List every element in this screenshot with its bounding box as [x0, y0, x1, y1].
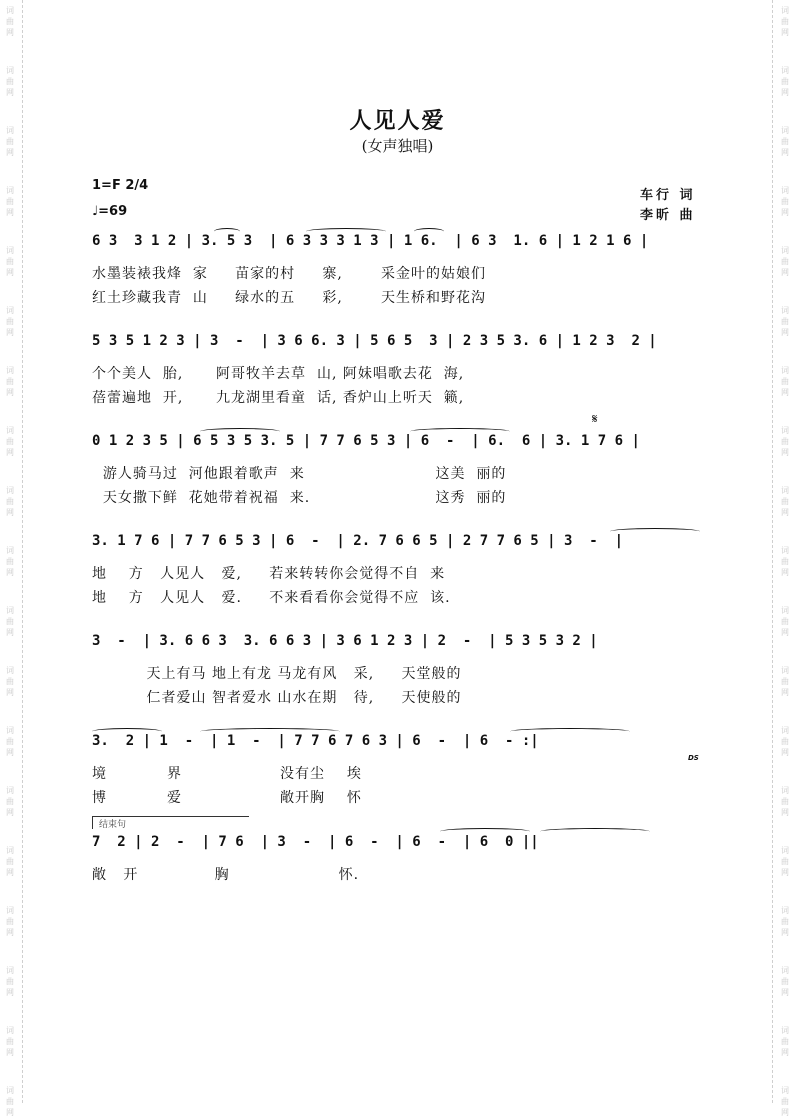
watermark-char: 曲: [781, 797, 789, 806]
watermark-char: 网: [781, 28, 789, 37]
watermark-char: 词: [6, 306, 14, 315]
watermark-char: 词: [6, 1086, 14, 1095]
right-watermark-strip: [779, 0, 791, 1117]
watermark-char: 词: [6, 366, 14, 375]
slur-mark: [306, 228, 386, 235]
slur-mark: [540, 828, 650, 835]
watermark-char: 词: [6, 606, 14, 615]
watermark-char: 网: [781, 448, 789, 457]
watermark-char: 词: [6, 966, 14, 975]
watermark-char: 网: [781, 868, 789, 877]
notation-line: 6 3 3 1 2 | 3. 5 3 | 6 3 3 3 1 3 | 1 6. | 6 3 1. 6 | 1 2 1 6 |: [92, 233, 649, 249]
watermark-char: 网: [781, 388, 789, 397]
lyric-verse-1: 敞 开 胸 怀.: [92, 867, 360, 883]
watermark-char: 词: [781, 666, 789, 675]
watermark-char: 词: [781, 186, 789, 195]
watermark-char: 词: [781, 786, 789, 795]
watermark-char: 曲: [781, 377, 789, 386]
watermark-char: 曲: [6, 17, 14, 26]
watermark-char: 曲: [6, 737, 14, 746]
watermark-char: 曲: [781, 17, 789, 26]
right-border-line: [772, 0, 773, 1103]
watermark-char: 词: [781, 906, 789, 915]
watermark-char: 网: [781, 88, 789, 97]
watermark-char: 曲: [781, 437, 789, 446]
slur-mark: [414, 228, 444, 235]
left-watermark-strip: [4, 0, 16, 1117]
watermark-char: 曲: [781, 857, 789, 866]
watermark-char: 词: [781, 246, 789, 255]
slur-mark: [610, 528, 700, 535]
watermark-char: 曲: [6, 917, 14, 926]
watermark-char: 词: [6, 846, 14, 855]
slur-mark: [92, 728, 162, 735]
watermark-char: 词: [781, 426, 789, 435]
song-title: 人见人爱: [349, 108, 446, 134]
lyric-verse-2: 仁者爱山 智者爱水 山水在期 待, 天使般的: [92, 690, 462, 706]
slur-mark: [214, 228, 240, 235]
notation-line: 7 2 | 2 - | 7 6 | 3 - | 6 - | 6 - | 6 0 ||: [92, 834, 539, 850]
watermark-char: 网: [6, 688, 14, 697]
slur-mark: [200, 728, 340, 735]
watermark-char: 曲: [6, 497, 14, 506]
watermark-char: 网: [781, 748, 789, 757]
watermark-char: 网: [781, 928, 789, 937]
watermark-char: 词: [6, 486, 14, 495]
watermark-char: 网: [6, 748, 14, 757]
watermark-char: 网: [6, 88, 14, 97]
watermark-char: 网: [6, 928, 14, 937]
watermark-char: 曲: [6, 1097, 14, 1106]
watermark-char: 词: [781, 306, 789, 315]
watermark-char: 网: [781, 508, 789, 517]
watermark-char: 曲: [6, 377, 14, 386]
watermark-char: 词: [781, 606, 789, 615]
notation-line: 5 3 5 1 2 3 | 3 - | 3 6 6. 3 | 5 6 5 3 | 2 3 5 3. 6 | 1 2 3 2 |: [92, 333, 657, 349]
watermark-char: 词: [781, 1086, 789, 1095]
watermark-char: 词: [6, 666, 14, 675]
slur-mark: [200, 428, 280, 435]
watermark-char: 词: [781, 6, 789, 15]
watermark-char: 曲: [6, 77, 14, 86]
watermark-char: 网: [6, 1108, 14, 1117]
segno-icon: 𝄋: [592, 412, 598, 427]
watermark-char: 网: [781, 568, 789, 577]
slur-mark: [410, 428, 510, 435]
lyric-verse-1: 游人骑马过 河他跟着歌声 来 这美 丽的: [92, 466, 507, 482]
watermark-char: 词: [6, 66, 14, 75]
watermark-char: 曲: [781, 497, 789, 506]
watermark-char: 曲: [781, 917, 789, 926]
watermark-char: 词: [781, 966, 789, 975]
watermark-char: 曲: [781, 617, 789, 626]
watermark-char: 曲: [781, 77, 789, 86]
watermark-char: 网: [781, 988, 789, 997]
watermark-char: 网: [781, 1108, 789, 1117]
watermark-char: 曲: [6, 437, 14, 446]
watermark-char: 曲: [6, 677, 14, 686]
notation-line: 3. 2 | 1 - | 1 - | 7 7 6 7 6 3 | 6 - | 6 - :|: [92, 733, 539, 749]
watermark-char: 词: [6, 786, 14, 795]
ending-label: 结束句: [99, 820, 127, 830]
watermark-char: 曲: [6, 257, 14, 266]
watermark-char: 曲: [6, 797, 14, 806]
watermark-char: 网: [781, 268, 789, 277]
watermark-char: 曲: [781, 1037, 789, 1046]
watermark-char: 曲: [6, 857, 14, 866]
key-signature: 1=F 2/4: [92, 178, 149, 193]
watermark-char: 网: [781, 808, 789, 817]
lyric-verse-1: 水墨装裱我烽 家 苗家的村 寨, 采金叶的姑娘们: [92, 266, 487, 282]
lyric-verse-2: 红土珍藏我青 山 绿水的五 彩, 天生桥和野花沟: [92, 290, 487, 306]
watermark-char: 曲: [6, 557, 14, 566]
watermark-char: 曲: [6, 317, 14, 326]
watermark-char: 网: [6, 628, 14, 637]
watermark-char: 网: [6, 1048, 14, 1057]
watermark-char: 曲: [6, 977, 14, 986]
watermark-char: 词: [781, 366, 789, 375]
watermark-char: 曲: [781, 137, 789, 146]
watermark-char: 曲: [781, 557, 789, 566]
notation-line: 0 1 2 3 5 | 6 5 3 5 3. 5 | 7 7 6 5 3 | 6 - | 6. 6 | 3. 1 7 6 |: [92, 433, 640, 449]
tempo-marking: ♩=69: [92, 204, 128, 219]
watermark-char: 网: [6, 328, 14, 337]
watermark-char: 词: [781, 726, 789, 735]
watermark-char: 曲: [781, 977, 789, 986]
watermark-char: 网: [6, 268, 14, 277]
composer-credit: 李昕 曲: [640, 208, 696, 223]
watermark-char: 词: [6, 126, 14, 135]
watermark-char: 曲: [781, 257, 789, 266]
watermark-char: 词: [6, 6, 14, 15]
watermark-char: 词: [6, 426, 14, 435]
slur-mark: [440, 828, 530, 835]
watermark-char: 曲: [6, 137, 14, 146]
watermark-char: 网: [6, 568, 14, 577]
watermark-char: 网: [6, 208, 14, 217]
watermark-char: 网: [781, 208, 789, 217]
watermark-char: 词: [6, 726, 14, 735]
watermark-char: 词: [781, 66, 789, 75]
watermark-char: 网: [6, 868, 14, 877]
watermark-char: 网: [6, 148, 14, 157]
watermark-char: 曲: [781, 197, 789, 206]
ending-bracket: [92, 816, 249, 829]
watermark-char: 词: [781, 486, 789, 495]
watermark-char: 网: [6, 448, 14, 457]
lyric-verse-2: 蓓蕾遍地 开, 九龙湖里看童 话, 香炉山上听天 籁,: [92, 390, 465, 406]
lyric-verse-1: 个个美人 胎, 阿哥牧羊去草 山, 阿妹唱歌去花 海,: [92, 366, 465, 382]
watermark-char: 曲: [6, 1037, 14, 1046]
watermark-char: 曲: [781, 677, 789, 686]
watermark-char: 网: [6, 988, 14, 997]
watermark-char: 词: [6, 246, 14, 255]
lyric-verse-1: 天上有马 地上有龙 马龙有风 采, 天堂般的: [92, 666, 462, 682]
watermark-char: 网: [6, 388, 14, 397]
watermark-char: 词: [6, 546, 14, 555]
watermark-char: 网: [781, 688, 789, 697]
watermark-char: 曲: [781, 737, 789, 746]
lyric-verse-1: 地 方 人见人 爱, 若来转转你会觉得不自 来: [92, 566, 446, 582]
notation-line: 3 - | 3. 6 6 3 3. 6 6 3 | 3 6 1 2 3 | 2 - | 5 3 5 3 2 |: [92, 633, 598, 649]
watermark-char: 词: [781, 1026, 789, 1035]
watermark-char: 网: [781, 148, 789, 157]
lyric-verse-1: 境 界 没有尘 埃: [92, 766, 362, 782]
watermark-char: 网: [781, 328, 789, 337]
watermark-char: 词: [6, 906, 14, 915]
lyricist-credit: 车行 词: [640, 188, 696, 203]
watermark-char: 曲: [781, 317, 789, 326]
watermark-char: 网: [781, 628, 789, 637]
watermark-char: 网: [6, 28, 14, 37]
watermark-char: 词: [781, 126, 789, 135]
left-border-line: [22, 0, 23, 1103]
lyric-verse-2: 博 爱 敞开胸 怀: [92, 790, 362, 806]
watermark-char: 词: [6, 186, 14, 195]
watermark-char: 曲: [6, 617, 14, 626]
watermark-char: 网: [781, 1048, 789, 1057]
notation-line: 3. 1 7 6 | 7 7 6 5 3 | 6 - | 2. 7 6 6 5 | 2 7 7 6 5 | 3 - |: [92, 533, 624, 549]
watermark-char: 词: [6, 1026, 14, 1035]
watermark-char: 曲: [781, 1097, 789, 1106]
lyric-verse-2: 天女撒下鲜 花她带着祝福 来. 这秀 丽的: [92, 490, 507, 506]
watermark-char: 词: [781, 846, 789, 855]
watermark-char: 网: [6, 508, 14, 517]
ds-marking: DS: [688, 754, 699, 762]
watermark-char: 词: [781, 546, 789, 555]
watermark-char: 曲: [6, 197, 14, 206]
song-subtitle: (女声独唱): [361, 137, 434, 155]
watermark-char: 网: [6, 808, 14, 817]
lyric-verse-2: 地 方 人见人 爱. 不来看看你会觉得不应 该.: [92, 590, 451, 606]
slur-mark: [510, 728, 630, 735]
